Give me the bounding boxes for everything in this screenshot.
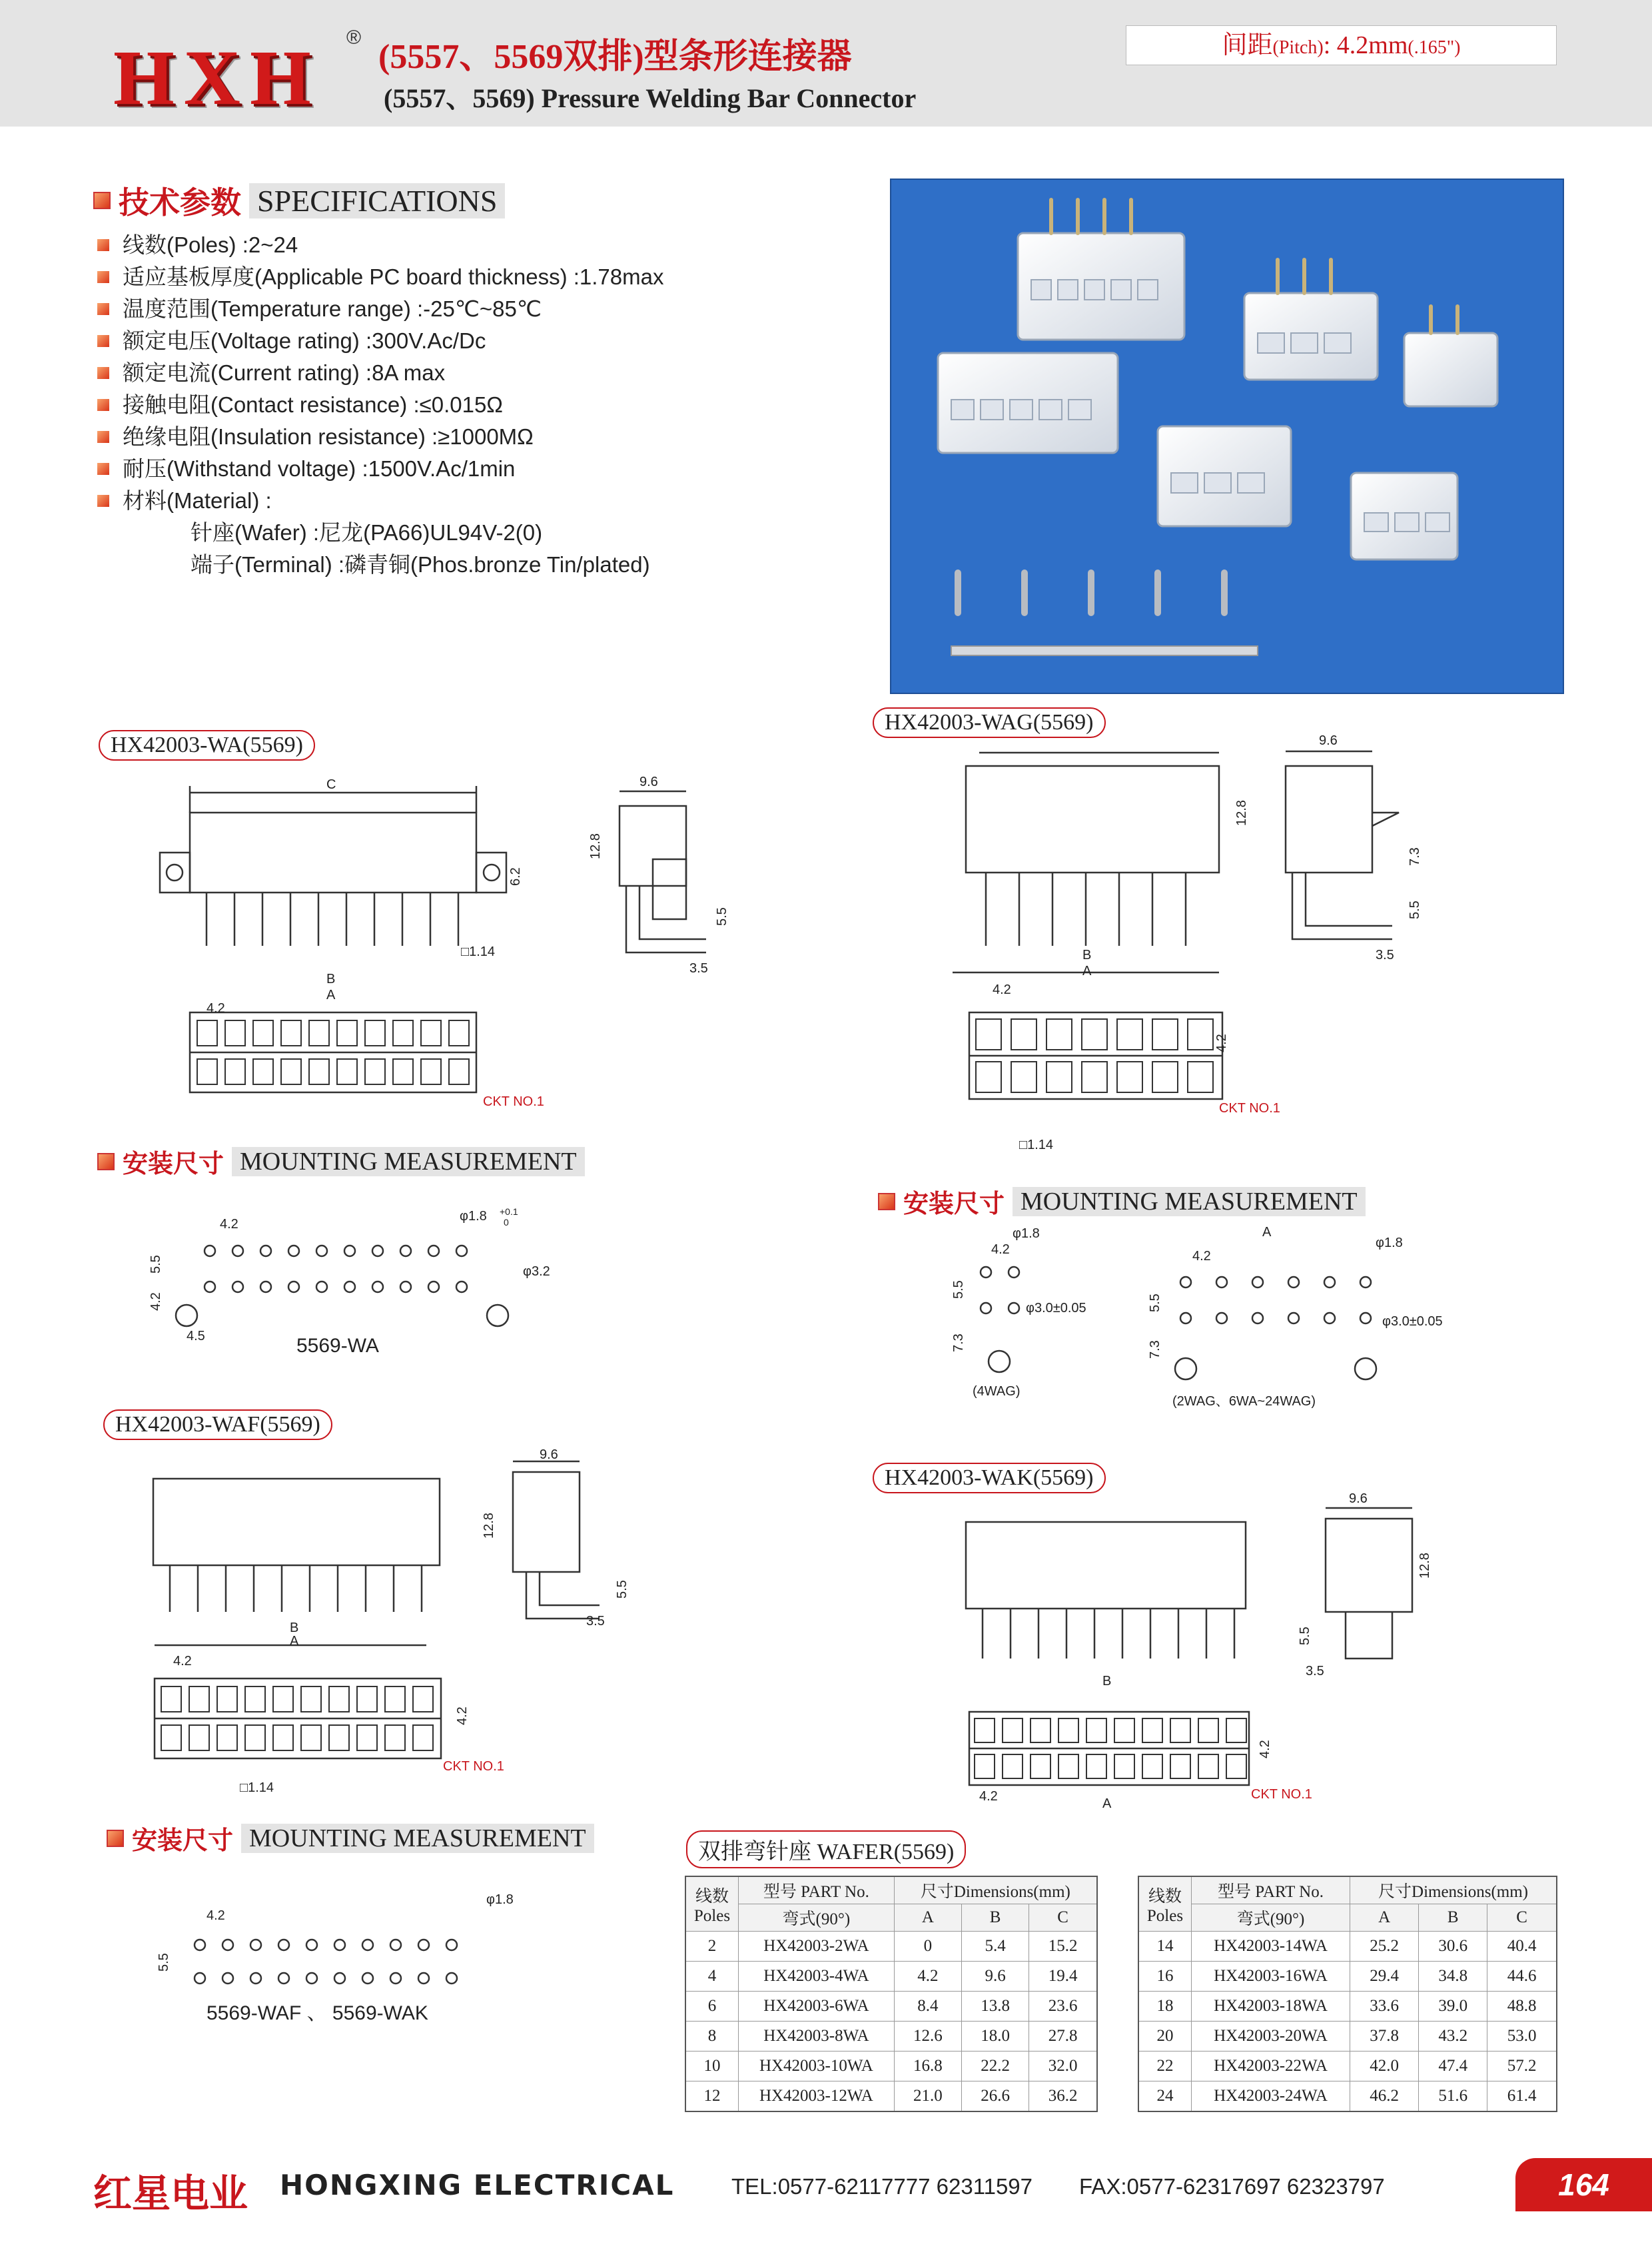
cell-poles: 22 bbox=[1138, 2052, 1192, 2081]
wag-dim-9-6: 9.6 bbox=[1319, 733, 1338, 748]
material-terminal: 端子(Terminal) :磷青铜(Phos.bronze Tin/plated) bbox=[191, 552, 650, 577]
cell-b: 30.6 bbox=[1419, 1932, 1487, 1962]
wak-dim-5-5: 5.5 bbox=[1298, 1627, 1312, 1645]
cell-poles: 18 bbox=[1138, 1992, 1192, 2022]
waf-dim-4-2v: 4.2 bbox=[455, 1706, 470, 1725]
cell-c: 57.2 bbox=[1487, 2052, 1557, 2081]
registered-mark: ® bbox=[346, 27, 362, 49]
cell-a: 8.4 bbox=[894, 1992, 961, 2022]
spec-title-en: SPECIFICATIONS bbox=[249, 183, 505, 218]
waf-mount-drawing bbox=[153, 1878, 566, 2038]
cell-a: 37.8 bbox=[1350, 2022, 1419, 2052]
table-row bbox=[1138, 2052, 1557, 2081]
wafer-table-right bbox=[1138, 1876, 1557, 2112]
mount-title-cn: 安装尺寸 bbox=[123, 1150, 224, 1178]
footer-fax: FAX:0577-62317697 62323797 bbox=[1079, 2174, 1385, 2199]
cell-c: 53.0 bbox=[1487, 2022, 1557, 2052]
square-bullet-icon bbox=[93, 192, 111, 209]
waf-dim-1-14: □1.14 bbox=[240, 1780, 274, 1795]
spec-item bbox=[97, 453, 663, 485]
table-row bbox=[1138, 1932, 1557, 1962]
wag-m-4-2b: 4.2 bbox=[1192, 1249, 1211, 1264]
waf-dim-12-8: 12.8 bbox=[482, 1513, 496, 1539]
cell-c: 44.6 bbox=[1487, 1962, 1557, 1992]
cell-c: 23.6 bbox=[1029, 1992, 1097, 2022]
wa-mount-heading bbox=[97, 1143, 585, 1180]
cell-poles: 10 bbox=[685, 2052, 739, 2081]
table-row bbox=[685, 1962, 1097, 1992]
mount-hole-3-2: φ3.2 bbox=[523, 1264, 550, 1279]
waf-dim-3-5: 3.5 bbox=[586, 1614, 605, 1629]
pitch-en: (Pitch) bbox=[1272, 37, 1324, 58]
footer-brand-cn: 红星电业 bbox=[93, 2171, 248, 2216]
spec-item bbox=[97, 389, 663, 421]
wag-m-hole-1-8: φ1.8 bbox=[1013, 1226, 1040, 1241]
wag-mount-caption-all: (2WAG、6WA~24WAG) bbox=[1172, 1394, 1316, 1409]
spec-list bbox=[97, 229, 663, 581]
pitch-box bbox=[1126, 25, 1557, 65]
wa-drawing bbox=[120, 773, 729, 1119]
wag-drawing bbox=[933, 733, 1499, 1159]
table-row bbox=[685, 2052, 1097, 2081]
wag-dim-5-5: 5.5 bbox=[1408, 901, 1422, 919]
spec-title-cn: 技术参数 bbox=[119, 186, 241, 220]
waf-m-hole-1-8: φ1.8 bbox=[486, 1892, 514, 1907]
wafer-table-left bbox=[685, 1876, 1098, 2112]
bullet-icon bbox=[97, 431, 109, 443]
square-bullet-icon bbox=[97, 1153, 115, 1170]
wak-dim-9-6: 9.6 bbox=[1349, 1491, 1368, 1506]
cell-poles: 14 bbox=[1138, 1932, 1192, 1962]
wafer-title-en: WAFER(5569) bbox=[817, 1840, 955, 1864]
mount-title-en: MOUNTING MEASUREMENT bbox=[232, 1147, 585, 1176]
label-hx42003-wa: HX42003-WA(5569) bbox=[99, 730, 315, 761]
mount-dim-4-2: 4.2 bbox=[220, 1217, 238, 1232]
cell-b: 34.8 bbox=[1419, 1962, 1487, 1992]
spec-item bbox=[97, 325, 663, 357]
cell-part: HX42003-12WA bbox=[739, 2081, 895, 2112]
bullet-icon bbox=[97, 463, 109, 475]
cell-part: HX42003-6WA bbox=[739, 1992, 895, 2022]
wak-dim-3-5: 3.5 bbox=[1306, 1664, 1324, 1679]
cell-b: 18.0 bbox=[961, 2022, 1029, 2052]
col-c: C bbox=[1487, 1904, 1557, 1932]
pitch-label: 间距 bbox=[1222, 31, 1273, 59]
col-b: B bbox=[961, 1904, 1029, 1932]
wak-ckt-no-1: CKT NO.1 bbox=[1251, 1787, 1312, 1802]
wag-m-hole-1-8b: φ1.8 bbox=[1376, 1236, 1403, 1250]
cell-poles: 2 bbox=[685, 1932, 739, 1962]
spec-item bbox=[97, 485, 663, 517]
waf-mount-heading bbox=[107, 1820, 594, 1856]
footer-tel: TEL:0577-62117777 62311597 bbox=[731, 2174, 1033, 2199]
poles-cn: 线数 bbox=[1148, 1887, 1182, 1906]
cell-part: HX42003-16WA bbox=[1192, 1962, 1350, 1992]
cell-part: HX42003-2WA bbox=[739, 1932, 895, 1962]
bullet-icon bbox=[97, 399, 109, 411]
bullet-icon bbox=[97, 303, 109, 315]
cell-poles: 4 bbox=[685, 1962, 739, 1992]
cell-part: HX42003-18WA bbox=[1192, 1992, 1350, 2022]
cell-c: 19.4 bbox=[1029, 1962, 1097, 1992]
spec-text: 额定电压(Voltage rating) :300V.Ac/Dc bbox=[123, 328, 486, 353]
cell-b: 39.0 bbox=[1419, 1992, 1487, 2022]
bullet-icon bbox=[97, 335, 109, 347]
ckt-no-1: CKT NO.1 bbox=[483, 1094, 544, 1109]
wag-dim-b: B bbox=[1082, 948, 1092, 962]
wag-m-5-5b: 5.5 bbox=[1148, 1294, 1162, 1312]
title-english: (5557、5569) Pressure Welding Bar Connector bbox=[384, 83, 917, 113]
table-row bbox=[1138, 1992, 1557, 2022]
mount-title-en: MOUNTING MEASUREMENT bbox=[1013, 1187, 1366, 1216]
footer-brand-en: HONGXING ELECTRICAL bbox=[280, 2169, 675, 2201]
mount-hole-1-8: φ1.8 bbox=[460, 1209, 487, 1224]
label-hx42003-wak: HX42003-WAK(5569) bbox=[873, 1463, 1106, 1493]
wafer-title-cn: 双排弯针座 bbox=[698, 1840, 811, 1864]
wak-dim-4-2: 4.2 bbox=[979, 1789, 998, 1804]
cell-poles: 16 bbox=[1138, 1962, 1192, 1992]
col-a: A bbox=[894, 1904, 961, 1932]
dim-12-8: 12.8 bbox=[588, 833, 603, 859]
dim-b: B bbox=[326, 972, 336, 986]
table-row bbox=[685, 1932, 1097, 1962]
spec-item bbox=[97, 229, 663, 261]
cell-b: 51.6 bbox=[1419, 2081, 1487, 2112]
mount-title-cn: 安装尺寸 bbox=[903, 1190, 1005, 1218]
mount-dim-5-5: 5.5 bbox=[149, 1255, 163, 1274]
col-poles bbox=[685, 1876, 739, 1932]
cell-poles: 20 bbox=[1138, 2022, 1192, 2052]
cell-b: 43.2 bbox=[1419, 2022, 1487, 2052]
dim-3-5: 3.5 bbox=[689, 961, 708, 976]
waf-dim-b: B bbox=[290, 1621, 299, 1635]
wafer-table-title bbox=[686, 1830, 966, 1868]
mount-title-en: MOUNTING MEASUREMENT bbox=[241, 1824, 594, 1853]
product-photo bbox=[890, 179, 1564, 694]
waf-drawing bbox=[133, 1447, 666, 1798]
cell-c: 15.2 bbox=[1029, 1932, 1097, 1962]
square-bullet-icon bbox=[107, 1830, 124, 1847]
table-row bbox=[685, 1992, 1097, 2022]
col-part: 型号 PART No. bbox=[1192, 1876, 1350, 1904]
wag-m-5-5: 5.5 bbox=[951, 1280, 966, 1299]
wag-dim-3-5: 3.5 bbox=[1376, 948, 1394, 962]
cell-part: HX42003-14WA bbox=[1192, 1932, 1350, 1962]
spec-text: 耐压(Withstand voltage) :1500V.Ac/1min bbox=[123, 456, 516, 481]
spec-text: 温度范围(Temperature range) :-25℃~85℃ bbox=[123, 296, 542, 321]
dim-6-2: 6.2 bbox=[508, 867, 523, 886]
waf-dim-5-5: 5.5 bbox=[615, 1580, 629, 1599]
cell-c: 48.8 bbox=[1487, 1992, 1557, 2022]
col-dim: 尺寸Dimensions(mm) bbox=[1350, 1876, 1557, 1904]
waf-m-4-2: 4.2 bbox=[206, 1908, 225, 1923]
cell-poles: 8 bbox=[685, 2022, 739, 2052]
pitch-inch: (.165") bbox=[1408, 37, 1461, 58]
wag-mount-caption-4: (4WAG) bbox=[973, 1384, 1021, 1399]
wa-mount-drawing bbox=[147, 1199, 613, 1359]
bullet-icon bbox=[97, 239, 109, 251]
dim-5-5: 5.5 bbox=[715, 907, 729, 926]
waf-dim-4-2: 4.2 bbox=[173, 1654, 192, 1669]
label-hx42003-wag: HX42003-WAG(5569) bbox=[873, 707, 1106, 738]
mount-dim-4-2v: 4.2 bbox=[149, 1292, 163, 1311]
table-row bbox=[1138, 1962, 1557, 1992]
col-part-sub: 弯式(90°) bbox=[1192, 1904, 1350, 1932]
cell-c: 27.8 bbox=[1029, 2022, 1097, 2052]
material-wafer: 针座(Wafer) :尼龙(PA66)UL94V-2(0) bbox=[191, 520, 543, 545]
spec-item bbox=[97, 421, 663, 453]
wag-mount-heading bbox=[878, 1183, 1366, 1220]
dim-c: C bbox=[326, 777, 336, 792]
bullet-icon bbox=[97, 271, 109, 283]
specifications-heading bbox=[93, 179, 505, 222]
cell-b: 22.2 bbox=[961, 2052, 1029, 2081]
hxh-logo: HXH bbox=[113, 34, 320, 121]
wag-m-hole-3-0b: φ3.0±0.05 bbox=[1382, 1314, 1443, 1329]
wak-dim-b: B bbox=[1102, 1674, 1112, 1688]
table-row bbox=[685, 2081, 1097, 2112]
col-part: 型号 PART No. bbox=[739, 1876, 895, 1904]
wag-dim-4-2v: 4.2 bbox=[1214, 1034, 1229, 1052]
mount-tol0: 0 bbox=[504, 1217, 509, 1228]
waf-dim-9-6: 9.6 bbox=[540, 1447, 558, 1462]
col-poles bbox=[1138, 1876, 1192, 1932]
cell-c: 40.4 bbox=[1487, 1932, 1557, 1962]
col-c: C bbox=[1029, 1904, 1097, 1932]
spec-text: 线数(Poles) :2~24 bbox=[123, 232, 298, 257]
wak-drawing bbox=[933, 1492, 1499, 1825]
col-a: A bbox=[1350, 1904, 1419, 1932]
cell-b: 26.6 bbox=[961, 2081, 1029, 2112]
cell-b: 13.8 bbox=[961, 1992, 1029, 2022]
pitch-value: : 4.2mm bbox=[1323, 31, 1408, 59]
spec-item bbox=[97, 357, 663, 389]
col-dim: 尺寸Dimensions(mm) bbox=[894, 1876, 1097, 1904]
waf-mount-caption: 5569-WAF 、 5569-WAK bbox=[206, 2002, 428, 2024]
wag-dim-7-3: 7.3 bbox=[1408, 847, 1422, 866]
wag-m-7-3b: 7.3 bbox=[1148, 1340, 1162, 1359]
square-bullet-icon bbox=[878, 1193, 895, 1210]
cell-a: 25.2 bbox=[1350, 1932, 1419, 1962]
cell-part: HX42003-4WA bbox=[739, 1962, 895, 1992]
bullet-icon bbox=[97, 367, 109, 379]
wag-m-dim-a: A bbox=[1262, 1225, 1272, 1240]
wag-ckt-no-1: CKT NO.1 bbox=[1219, 1101, 1280, 1116]
cell-c: 61.4 bbox=[1487, 2081, 1557, 2112]
wag-dim-a: A bbox=[1082, 964, 1092, 978]
poles-en: Poles bbox=[693, 1906, 731, 1925]
page-number: 164 bbox=[1515, 2158, 1652, 2211]
mount-dim-4-5: 4.5 bbox=[187, 1329, 205, 1343]
col-b: B bbox=[1419, 1904, 1487, 1932]
cell-part: HX42003-20WA bbox=[1192, 2022, 1350, 2052]
wag-dim-1-14: □1.14 bbox=[1019, 1138, 1054, 1152]
connector-photo-illustration bbox=[891, 180, 1563, 693]
title-chinese: (5557、5569双排)型条形连接器 bbox=[378, 38, 852, 76]
spec-text: 绝缘电阻(Insulation resistance) :≥1000MΩ bbox=[123, 424, 534, 449]
table-row bbox=[685, 2022, 1097, 2052]
dim-4-2: 4.2 bbox=[206, 1001, 225, 1016]
cell-poles: 24 bbox=[1138, 2081, 1192, 2112]
cell-a: 12.6 bbox=[894, 2022, 961, 2052]
cell-part: HX42003-24WA bbox=[1192, 2081, 1350, 2112]
cell-a: 0 bbox=[894, 1932, 961, 1962]
cell-a: 16.8 bbox=[894, 2052, 961, 2081]
cell-b: 9.6 bbox=[961, 1962, 1029, 1992]
waf-m-5-5: 5.5 bbox=[157, 1953, 171, 1972]
dim-a: A bbox=[326, 988, 336, 1002]
label-hx42003-waf: HX42003-WAF(5569) bbox=[103, 1409, 332, 1440]
spec-text: 接触电阻(Contact resistance) :≤0.015Ω bbox=[123, 392, 503, 417]
cell-part: HX42003-10WA bbox=[739, 2052, 895, 2081]
cell-poles: 12 bbox=[685, 2081, 739, 2112]
cell-b: 5.4 bbox=[961, 1932, 1029, 1962]
spec-item bbox=[97, 293, 663, 325]
dim-1-14: □1.14 bbox=[461, 944, 496, 959]
col-part-sub: 弯式(90°) bbox=[739, 1904, 895, 1932]
mount-tol: +0.1 bbox=[500, 1206, 518, 1217]
wak-dim-a: A bbox=[1102, 1796, 1112, 1811]
wa-mount-caption: 5569-WA bbox=[296, 1335, 379, 1357]
wak-dim-12-8: 12.8 bbox=[1418, 1553, 1432, 1579]
cell-a: 29.4 bbox=[1350, 1962, 1419, 1992]
cell-c: 36.2 bbox=[1029, 2081, 1097, 2112]
waf-dim-a: A bbox=[290, 1634, 299, 1649]
spec-text: 适应基板厚度(Applicable PC board thickness) :1.78max bbox=[123, 264, 664, 289]
cell-part: HX42003-8WA bbox=[739, 2022, 895, 2052]
wag-dim-12-8: 12.8 bbox=[1234, 800, 1249, 826]
waf-ckt-no-1: CKT NO.1 bbox=[443, 1759, 504, 1774]
table-row bbox=[1138, 2081, 1557, 2112]
wag-mount-drawing bbox=[933, 1219, 1505, 1419]
cell-a: 42.0 bbox=[1350, 2052, 1419, 2081]
cell-a: 33.6 bbox=[1350, 1992, 1419, 2022]
cell-part: HX42003-22WA bbox=[1192, 2052, 1350, 2081]
dim-9-6: 9.6 bbox=[639, 775, 658, 789]
cell-a: 46.2 bbox=[1350, 2081, 1419, 2112]
bullet-icon bbox=[97, 495, 109, 507]
spec-text: 额定电流(Current rating) :8A max bbox=[123, 360, 446, 385]
poles-en: Poles bbox=[1146, 1906, 1184, 1925]
wag-m-7-3: 7.3 bbox=[951, 1333, 966, 1352]
wag-dim-4-2: 4.2 bbox=[993, 982, 1011, 997]
spec-item bbox=[97, 261, 663, 293]
spec-text: 材料(Material) : bbox=[123, 488, 272, 513]
wak-dim-4-2v: 4.2 bbox=[1258, 1740, 1272, 1758]
cell-a: 4.2 bbox=[894, 1962, 961, 1992]
cell-poles: 6 bbox=[685, 1992, 739, 2022]
cell-c: 32.0 bbox=[1029, 2052, 1097, 2081]
cell-b: 47.4 bbox=[1419, 2052, 1487, 2081]
mount-title-cn: 安装尺寸 bbox=[132, 1827, 234, 1855]
cell-a: 21.0 bbox=[894, 2081, 961, 2112]
poles-cn: 线数 bbox=[695, 1887, 729, 1906]
wag-m-hole-3-0: φ3.0±0.05 bbox=[1026, 1301, 1086, 1315]
wag-m-4-2: 4.2 bbox=[991, 1242, 1010, 1257]
table-row bbox=[1138, 2022, 1557, 2052]
